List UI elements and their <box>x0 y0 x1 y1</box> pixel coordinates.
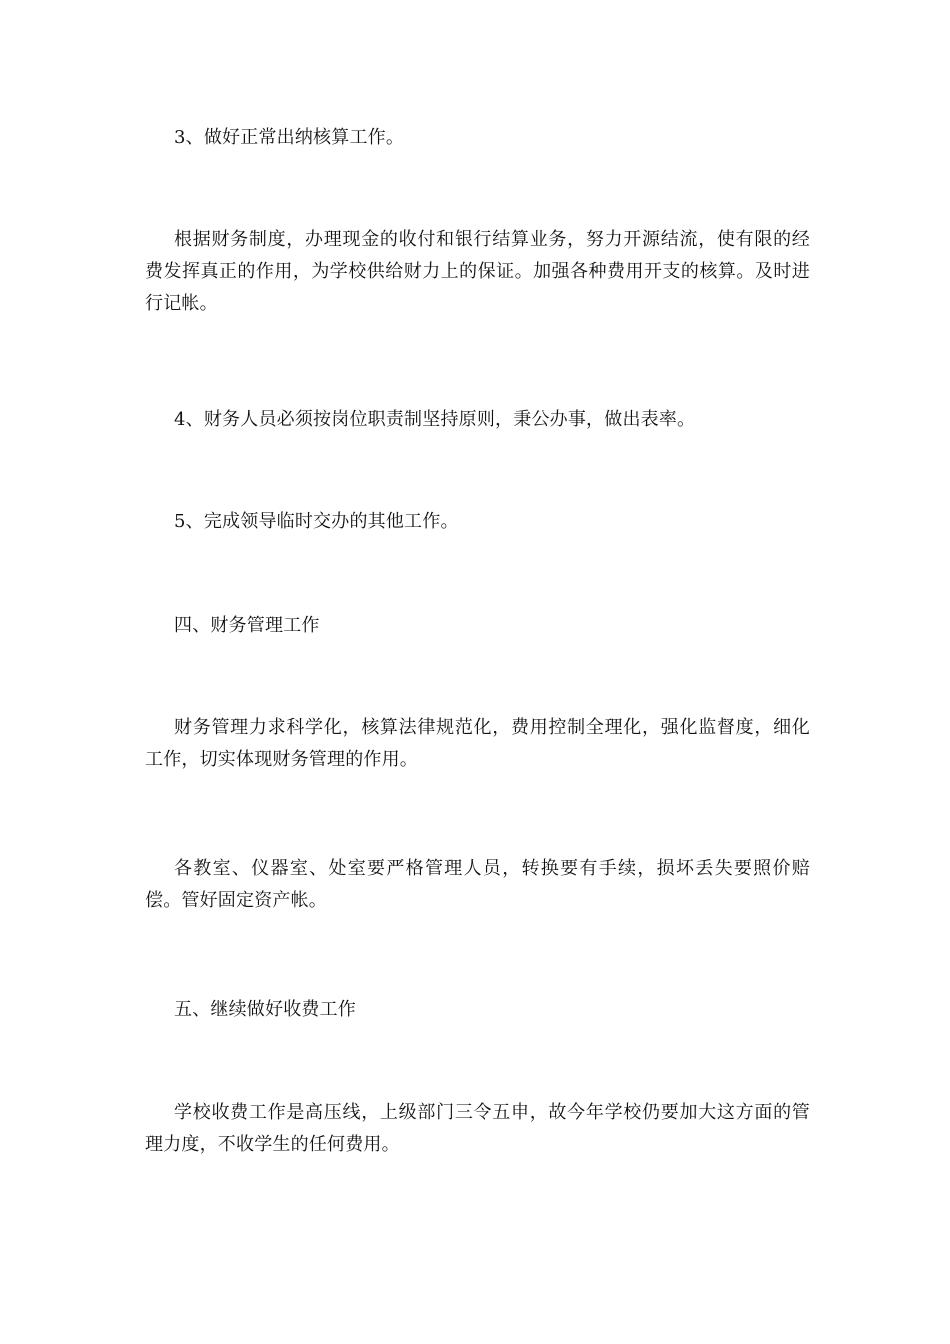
paragraph-financial-management: 财务管理力求科学化，核算法律规范化，费用控制全理化，强化监督度，细化工作，切实体现财务管理的作用。 <box>145 717 810 770</box>
paragraph-fee-collection: 学校收费工作是高压线，上级部门三令五申，故今年学校仍要加大这方面的管理力度，不收学生的任何费用。 <box>145 1102 810 1155</box>
section-heading-fee-collection: 五、继续做好收费工作 <box>174 999 356 1020</box>
paragraph-item-3-cashier: 3、做好正常出纳核算工作。 <box>174 127 405 148</box>
section-heading-financial-management: 四、财务管理工作 <box>174 615 320 636</box>
paragraph-asset-management: 各教室、仪器室、处室要严格管理人员，转换要有手续，损坏丢失要照价赔偿。管好固定资产帐。 <box>145 858 810 911</box>
paragraph-finance-system: 根据财务制度，办理现金的收付和银行结算业务，努力开源结流，使有限的经费发挥真正的作用，为学校供给财力上的保证。加强各种费用开支的核算。及时进行记帐。 <box>145 229 810 314</box>
paragraph-item-5-other-work: 5、完成领导临时交办的其他工作。 <box>174 511 459 532</box>
paragraph-item-4-staff: 4、财务人员必须按岗位职责制坚持原则，秉公办事，做出表率。 <box>174 409 696 430</box>
